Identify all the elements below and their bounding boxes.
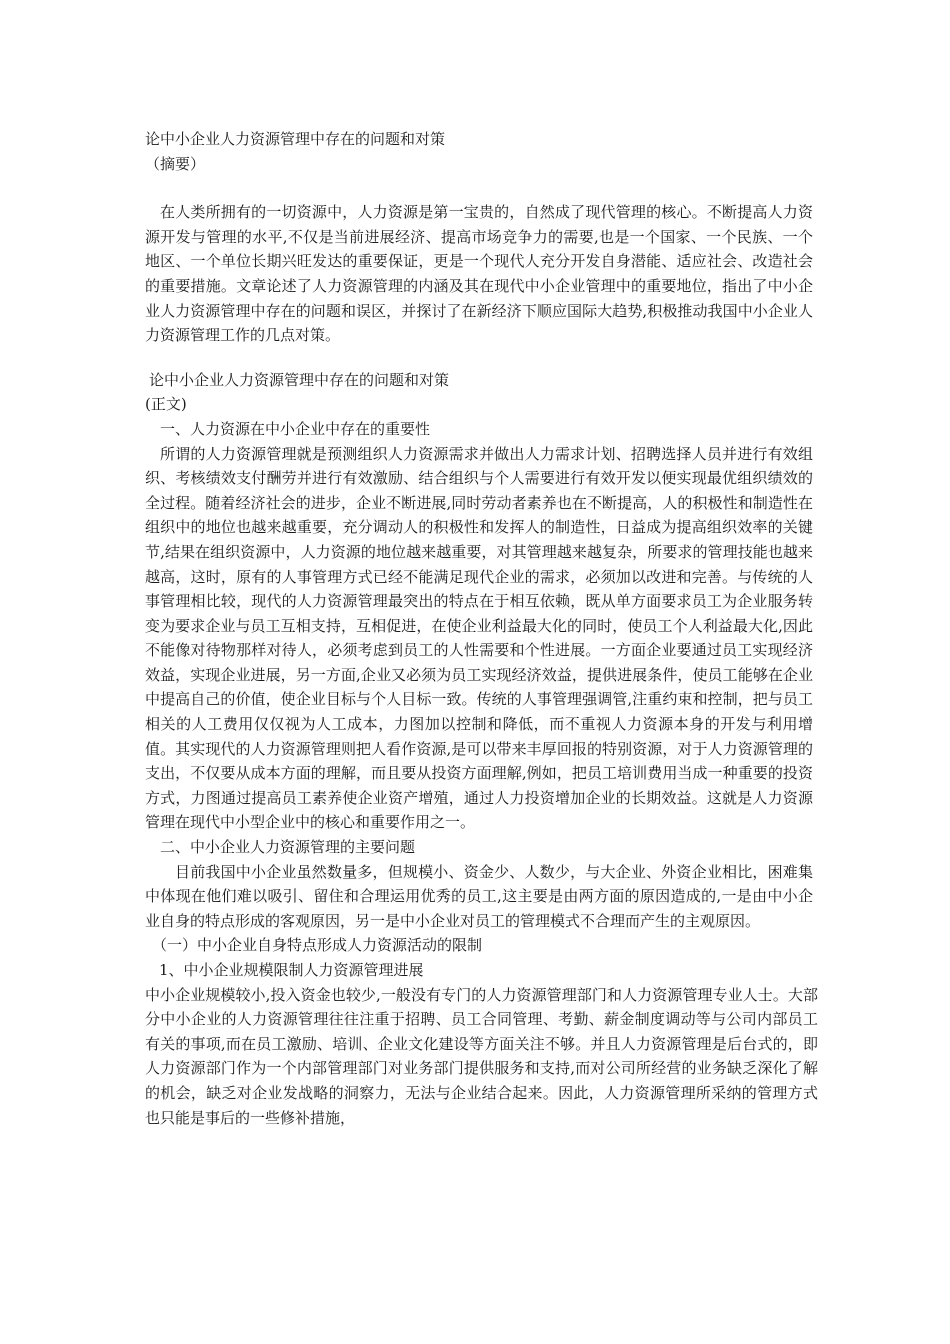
- abstract-title: 论中小企业人力资源管理中存在的问题和对策: [145, 130, 446, 148]
- item-paragraph: 中小企业规模较小,投入资金也较少,一般没有专门的人力资源管理部门和人力资源管理专业人士。大部分中小企业的人力资源管理往往注重于招聘、员工合同管理、考勤、薪金制度调动等与公司内部员工有关的事项,而在员工激励、培训、企业文化建设等方面关注不够。并且人力资源管理是后台式的，即人力资源部门作为一个内部管理部门对业务部门提供服务和支持,而对公司所经营的业务缺乏深化了解的机会，缺乏对企业发战略的洞察力，无法与企业结合起来。因此，人力资源管理所采纳的管理方式也只能是事后的一些修补措施，: [145, 985, 818, 1127]
- spacer: [145, 176, 813, 200]
- abstract-label: （摘要）: [145, 154, 206, 173]
- spacer: [145, 348, 813, 368]
- document-body: [145, 127, 818, 1130]
- section-heading: 二、中小企业人力资源管理的主要问题: [160, 838, 416, 857]
- section-paragraph: 所谓的人力资源管理就是预测组织人力资源需求并做出人力需求计划、招聘选择人员并进行有效组织、考核绩效支付酬劳并进行有效激励、结合组织与个人需要进行有效开发以便实现最优组织绩效的全过程。随着经济社会的进步，企业不断进展,同时劳动者素养也在不断提高，人的积极性和制造性在组织中的地位也越来越重要，充分调动人的积极性和发挥人的制造性，日益成为提高组织效率的关键节,结果在组织资源中，人力资源的地位越来越重要，对其管理越来越复杂，所要求的管理技能也越来越高，这时，原有的人事管理方式已经不能满足现代企业的需求，必须加以改进和完善。与传统的人事管理相比较，现代的人力资源管理最突出的特点在于相互依赖，既从单方面要求员工为企业服务转变为要求企业与员工互相支持，互相促进，在使企业利益最大化的同时，使员工个人利益最大化,因此不能像对待物那样对待人，必须考虑到员工的人性需要和个性进展。一方面企业要通过员工实现经济效益，实现企业进展，另一方面,企业又必须为员工实现经济效益，提供进展条件，使员工能够在企业中提高自己的价值，使企业目标与个人目标一致。传统的人事管理强调管,注重约束和控制，把与员工相关的人工费用仅仅视为人工成本，力图加以控制和降低，而不重视人力资源本身的开发与利用增值。其实现代的人力资源管理则把人看作资源,是可以带来丰厚回报的特别资源，对于人力资源管理的支出，不仅要从成本方面的理解，而且要从投资方面理解,例如，把员工培训费用当成一种重要的投资方式，力图通过提高员工素养使企业资产增殖，通过人力投资增加企业的长期效益。这就是人力资源管理在现代中小型企业中的核心和重要作用之一。: [145, 444, 813, 832]
- abstract-paragraph: 在人类所拥有的一切资源中，人力资源是第一宝贵的，自然成了现代管理的核心。不断提高人力资源开发与管理的水平,不仅是当前进展经济、提高市场竞争力的需要,也是一个国家、一个民族、一个地区、一个单位长期兴旺发达的重要保证，更是一个现代人充分开发自身潜能、适应社会、改造社会的重要措施。文章论述了人力资源管理的内涵及其在现代中小企业管理中的重要地位，指出了中小企业人力资源管理中存在的问题和误区，并探讨了在新经济下顺应国际大趋势,积极推动我国中小企业人力资源管理工作的几点对策。: [145, 203, 813, 345]
- main-label: (正文): [145, 395, 187, 414]
- main-title: 论中小企业人力资源管理中存在的问题和对策: [149, 370, 450, 389]
- subsection-heading: （一）中小企业自身特点形成人力资源活动的限制: [152, 936, 483, 955]
- section-heading: 一、人力资源在中小企业中存在的重要性: [160, 419, 431, 438]
- section-paragraph: 目前我国中小企业虽然数量多，但规模小、资金少、人数少，与大企业、外资企业相比，困难集中体现在他们难以吸引、留住和合理运用优秀的员工,这主要是由两方面的原因造成的,一是由中小企业自身的特点形成的客观原因，另一是中小企业对员工的管理模式不合理而产生的主观原因。: [145, 862, 813, 930]
- item-heading: 1、中小企业规模限制人力资源管理进展: [159, 961, 424, 979]
